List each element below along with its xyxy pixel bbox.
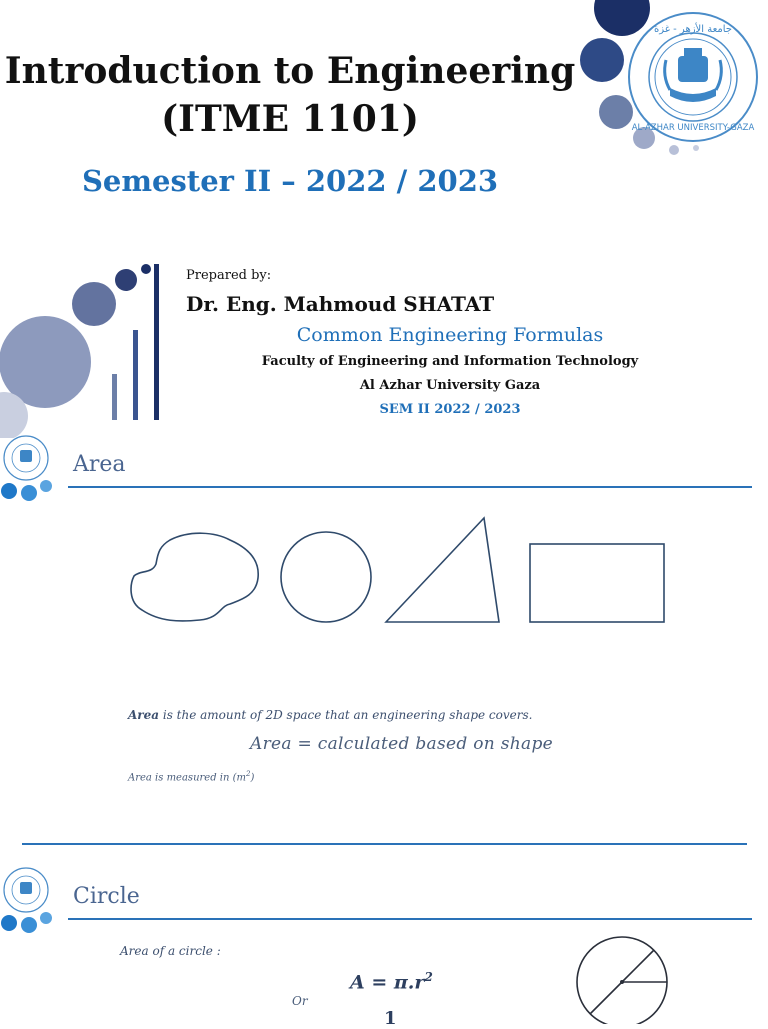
section-heading-area: Area <box>73 452 126 477</box>
or-label: Or <box>292 994 308 1008</box>
section-logo-circle <box>0 866 62 934</box>
decor-dot <box>1 483 17 499</box>
shapes-illustration <box>120 510 680 640</box>
decor-bar <box>112 374 117 420</box>
area-formula: Area = calculated based on shape <box>250 734 553 754</box>
decor-dot <box>115 269 137 291</box>
circle-area-formula-alt: 1 <box>384 1008 397 1029</box>
section-rule-area <box>68 486 752 488</box>
area-definition-term: Area <box>128 708 160 722</box>
area-definition <box>128 708 532 722</box>
unit-note-text: Area is measured in (m <box>128 772 246 784</box>
page-title-line1: Introduction to Engineering <box>4 50 576 92</box>
triangle-shape <box>386 518 499 622</box>
decor-dot <box>1 915 17 931</box>
formula-exponent: 2 <box>424 970 433 984</box>
circle-area-label: Area of a circle : <box>120 944 221 958</box>
decor-bar <box>154 264 159 420</box>
decor-dots-left <box>0 258 170 438</box>
irregular-shape <box>131 533 258 621</box>
document-subtitle: Common Engineering Formulas <box>296 324 604 346</box>
author-name: Dr. Eng. Mahmoud SHATAT <box>186 292 495 316</box>
decor-dot <box>580 38 624 82</box>
decor-dot <box>72 282 116 326</box>
decor-dot <box>693 145 699 151</box>
unit-note-sup: 2 <box>245 770 251 778</box>
logo-english-text: AL-AZHAR UNIVERSITY-GAZA <box>631 123 755 133</box>
section-logo-area <box>0 434 62 502</box>
university-logo <box>626 10 760 144</box>
university-name: Al Azhar University Gaza <box>359 378 541 393</box>
page-divider <box>22 843 747 845</box>
decor-dot <box>40 912 52 924</box>
prepared-by-label: Prepared by: <box>186 268 272 283</box>
unit-note-end: ) <box>250 772 255 784</box>
semester-heading: Semester II – 2022 / 2023 <box>81 164 499 198</box>
page-title-line2: (ITME 1101) <box>161 98 419 140</box>
section-heading-circle: Circle <box>73 884 140 909</box>
decor-dot <box>40 480 52 492</box>
section-rule-circle <box>68 918 752 920</box>
area-unit-note <box>128 770 254 783</box>
circle-shape <box>281 532 371 622</box>
formula-text: A = π.r <box>350 971 425 994</box>
circle-area-formula <box>350 970 433 993</box>
decor-dot <box>21 485 37 501</box>
decor-bar <box>133 330 138 420</box>
decor-dot <box>21 917 37 933</box>
faculty-name: Faculty of Engineering and Information Technology <box>261 354 639 369</box>
decor-dot <box>669 145 679 155</box>
decor-dot <box>141 264 151 274</box>
area-definition-text: is the amount of 2D space that an engineering shape covers. <box>159 708 533 722</box>
rectangle-shape <box>530 544 664 622</box>
semester-short: SEM II 2022 / 2023 <box>379 402 521 417</box>
circle-radius-diagram <box>570 930 674 1024</box>
logo-arabic-text: جامعة الأزهر - غزة <box>653 24 733 35</box>
